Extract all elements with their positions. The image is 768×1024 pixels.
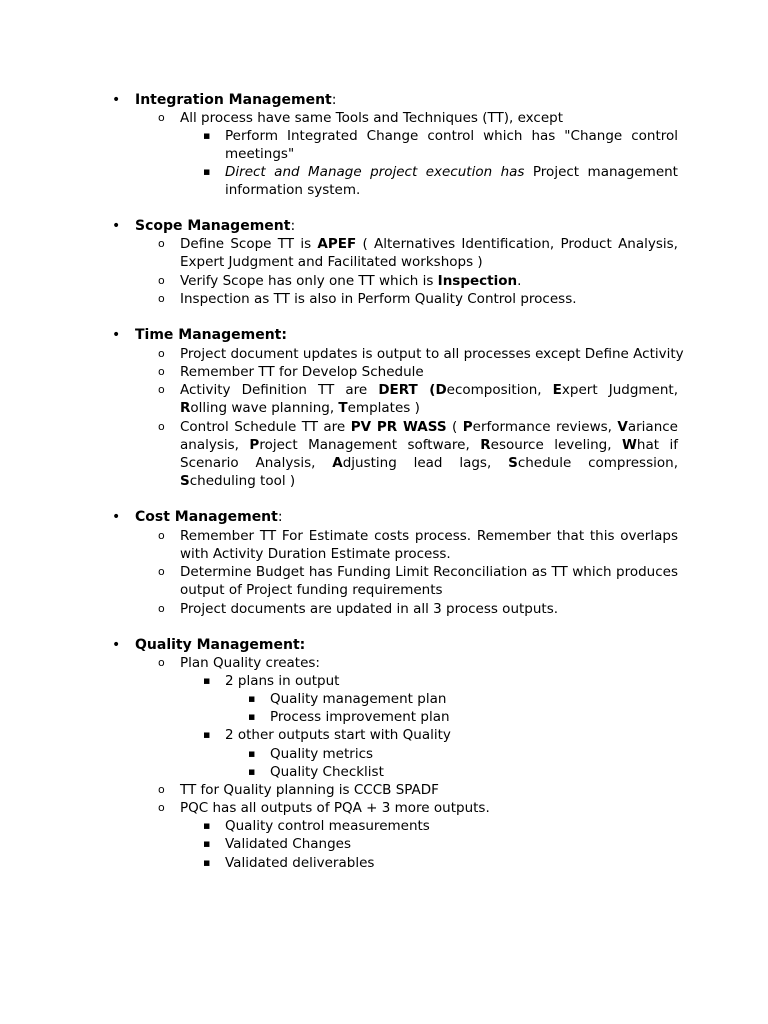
plain-text: djusting lead lags, — [342, 455, 509, 471]
item-text: Validated deliverables — [225, 855, 375, 871]
square-marker: ▪ — [203, 837, 211, 850]
bold-text: P — [249, 437, 260, 453]
plain-text: Define Scope TT is — [180, 236, 318, 252]
section-title: Time Management: — [135, 327, 287, 343]
circle-marker: o — [158, 783, 165, 796]
item-text — [180, 235, 678, 271]
plain-text: roject Management software, — [259, 437, 481, 453]
bold-text: PV PR WASS — [350, 419, 447, 435]
bold-text: W — [622, 437, 637, 453]
item-text: All process have same Tools and Techniques (TT), except — [180, 110, 563, 126]
plain-text: . — [517, 273, 522, 289]
section-suffix: : — [290, 218, 296, 234]
square-marker: ▪ — [203, 819, 211, 832]
square-marker: ▪ — [203, 674, 211, 687]
plain-text: Activity Definition TT are — [180, 382, 379, 398]
square-marker: ▪ — [248, 747, 256, 760]
square-marker: ▪ — [203, 165, 211, 178]
plain-text: ecomposition, — [446, 382, 553, 398]
circle-marker: o — [158, 292, 165, 305]
bold-text: T — [338, 400, 348, 416]
section-suffix: : — [331, 92, 337, 108]
item-text: Remember TT For Estimate costs process. Remember that this overlaps with Activity Duration Estimate process. — [180, 528, 678, 562]
bullet-marker: • — [112, 92, 121, 108]
section-title: Cost Management — [135, 509, 278, 525]
bullet-marker: • — [112, 509, 121, 525]
circle-marker: o — [158, 529, 165, 542]
bold-text: R — [180, 400, 191, 416]
plain-text: emplates ) — [347, 400, 420, 416]
bold-text: S — [508, 455, 518, 471]
section-suffix: : — [277, 509, 283, 525]
item-text: PQC has all outputs of PQA + 3 more outputs. — [180, 800, 490, 816]
item-text — [180, 272, 521, 290]
plain-text: erformance reviews, — [472, 419, 618, 435]
circle-marker: o — [158, 383, 165, 396]
square-marker: ▪ — [248, 710, 256, 723]
item-text: Plan Quality creates: — [180, 655, 320, 671]
plain-text: ariance analysis, — [180, 419, 678, 453]
section-title: Quality Management: — [135, 637, 306, 653]
bold-text: E — [552, 382, 562, 398]
bold-text: A — [332, 455, 343, 471]
circle-marker: o — [158, 420, 165, 433]
item-text: Remember TT for Develop Schedule — [180, 364, 424, 380]
plain-text: Project management information system. — [225, 164, 678, 198]
item-text: Determine Budget has Funding Limit Reconciliation as TT which produces output of Project funding requirements — [180, 564, 678, 598]
section-title: Integration Management — [135, 92, 332, 108]
square-marker: ▪ — [248, 765, 256, 778]
item-text: Process improvement plan — [270, 709, 450, 725]
plain-text: xpert Judgment, — [561, 382, 678, 398]
plain-text: Verify Scope has only one TT which is — [180, 273, 438, 289]
plain-text: esource leveling, — [490, 437, 622, 453]
bold-text: Inspection — [437, 273, 518, 289]
bold-text: APEF — [317, 236, 357, 252]
item-text: TT for Quality planning is CCCB SPADF — [180, 782, 439, 798]
bold-text: DERT ( — [378, 382, 436, 398]
bold-text: V — [617, 419, 628, 435]
italic-text: Direct and Manage project execution has — [225, 164, 525, 180]
square-marker: ▪ — [203, 728, 211, 741]
circle-marker: o — [158, 111, 165, 124]
bullet-marker: • — [112, 637, 121, 653]
plain-text: cheduling tool ) — [189, 473, 296, 489]
item-text — [225, 163, 678, 199]
bold-text: D — [435, 382, 447, 398]
circle-marker: o — [158, 347, 165, 360]
circle-marker: o — [158, 602, 165, 615]
circle-marker: o — [158, 237, 165, 250]
square-marker: ▪ — [248, 692, 256, 705]
item-text: Quality management plan — [270, 691, 447, 707]
item-text: Inspection as TT is also in Perform Quality Control process. — [180, 291, 577, 307]
circle-marker: o — [158, 801, 165, 814]
plain-text: olling wave planning, — [190, 400, 339, 416]
bold-text: R — [480, 437, 491, 453]
plain-text: ( Alternatives Identification, Product Analysis, Expert Judgment and Facilitated workshops ) — [180, 236, 678, 270]
square-marker: ▪ — [203, 129, 211, 142]
bold-text: S — [180, 473, 190, 489]
item-text: Validated Changes — [225, 836, 351, 852]
item-text: Project document updates is output to all processes except Define Activity — [180, 346, 684, 362]
circle-marker: o — [158, 656, 165, 669]
item-text: 2 plans in output — [225, 673, 340, 689]
item-text: Quality metrics — [270, 746, 374, 762]
circle-marker: o — [158, 565, 165, 578]
plain-text: chedule compression, — [517, 455, 678, 471]
item-text — [180, 381, 678, 417]
item-text: Quality control measurements — [225, 818, 430, 834]
item-text — [180, 418, 678, 490]
plain-text: Control Schedule TT are — [180, 419, 351, 435]
bullet-marker: • — [112, 327, 121, 343]
bold-text: P — [462, 419, 473, 435]
item-text: Perform Integrated Change control which has "Change control meetings" — [225, 128, 678, 162]
item-text: Quality Checklist — [270, 764, 384, 780]
section-title: Scope Management — [135, 218, 291, 234]
plain-text: ( — [446, 419, 463, 435]
circle-marker: o — [158, 274, 165, 287]
circle-marker: o — [158, 365, 165, 378]
item-text: 2 other outputs start with Quality — [225, 727, 451, 743]
bullet-marker: • — [112, 218, 121, 234]
plain-text: hat if Scenario Analysis, — [180, 437, 679, 471]
square-marker: ▪ — [203, 856, 211, 869]
item-text: Project documents are updated in all 3 process outputs. — [180, 601, 559, 617]
